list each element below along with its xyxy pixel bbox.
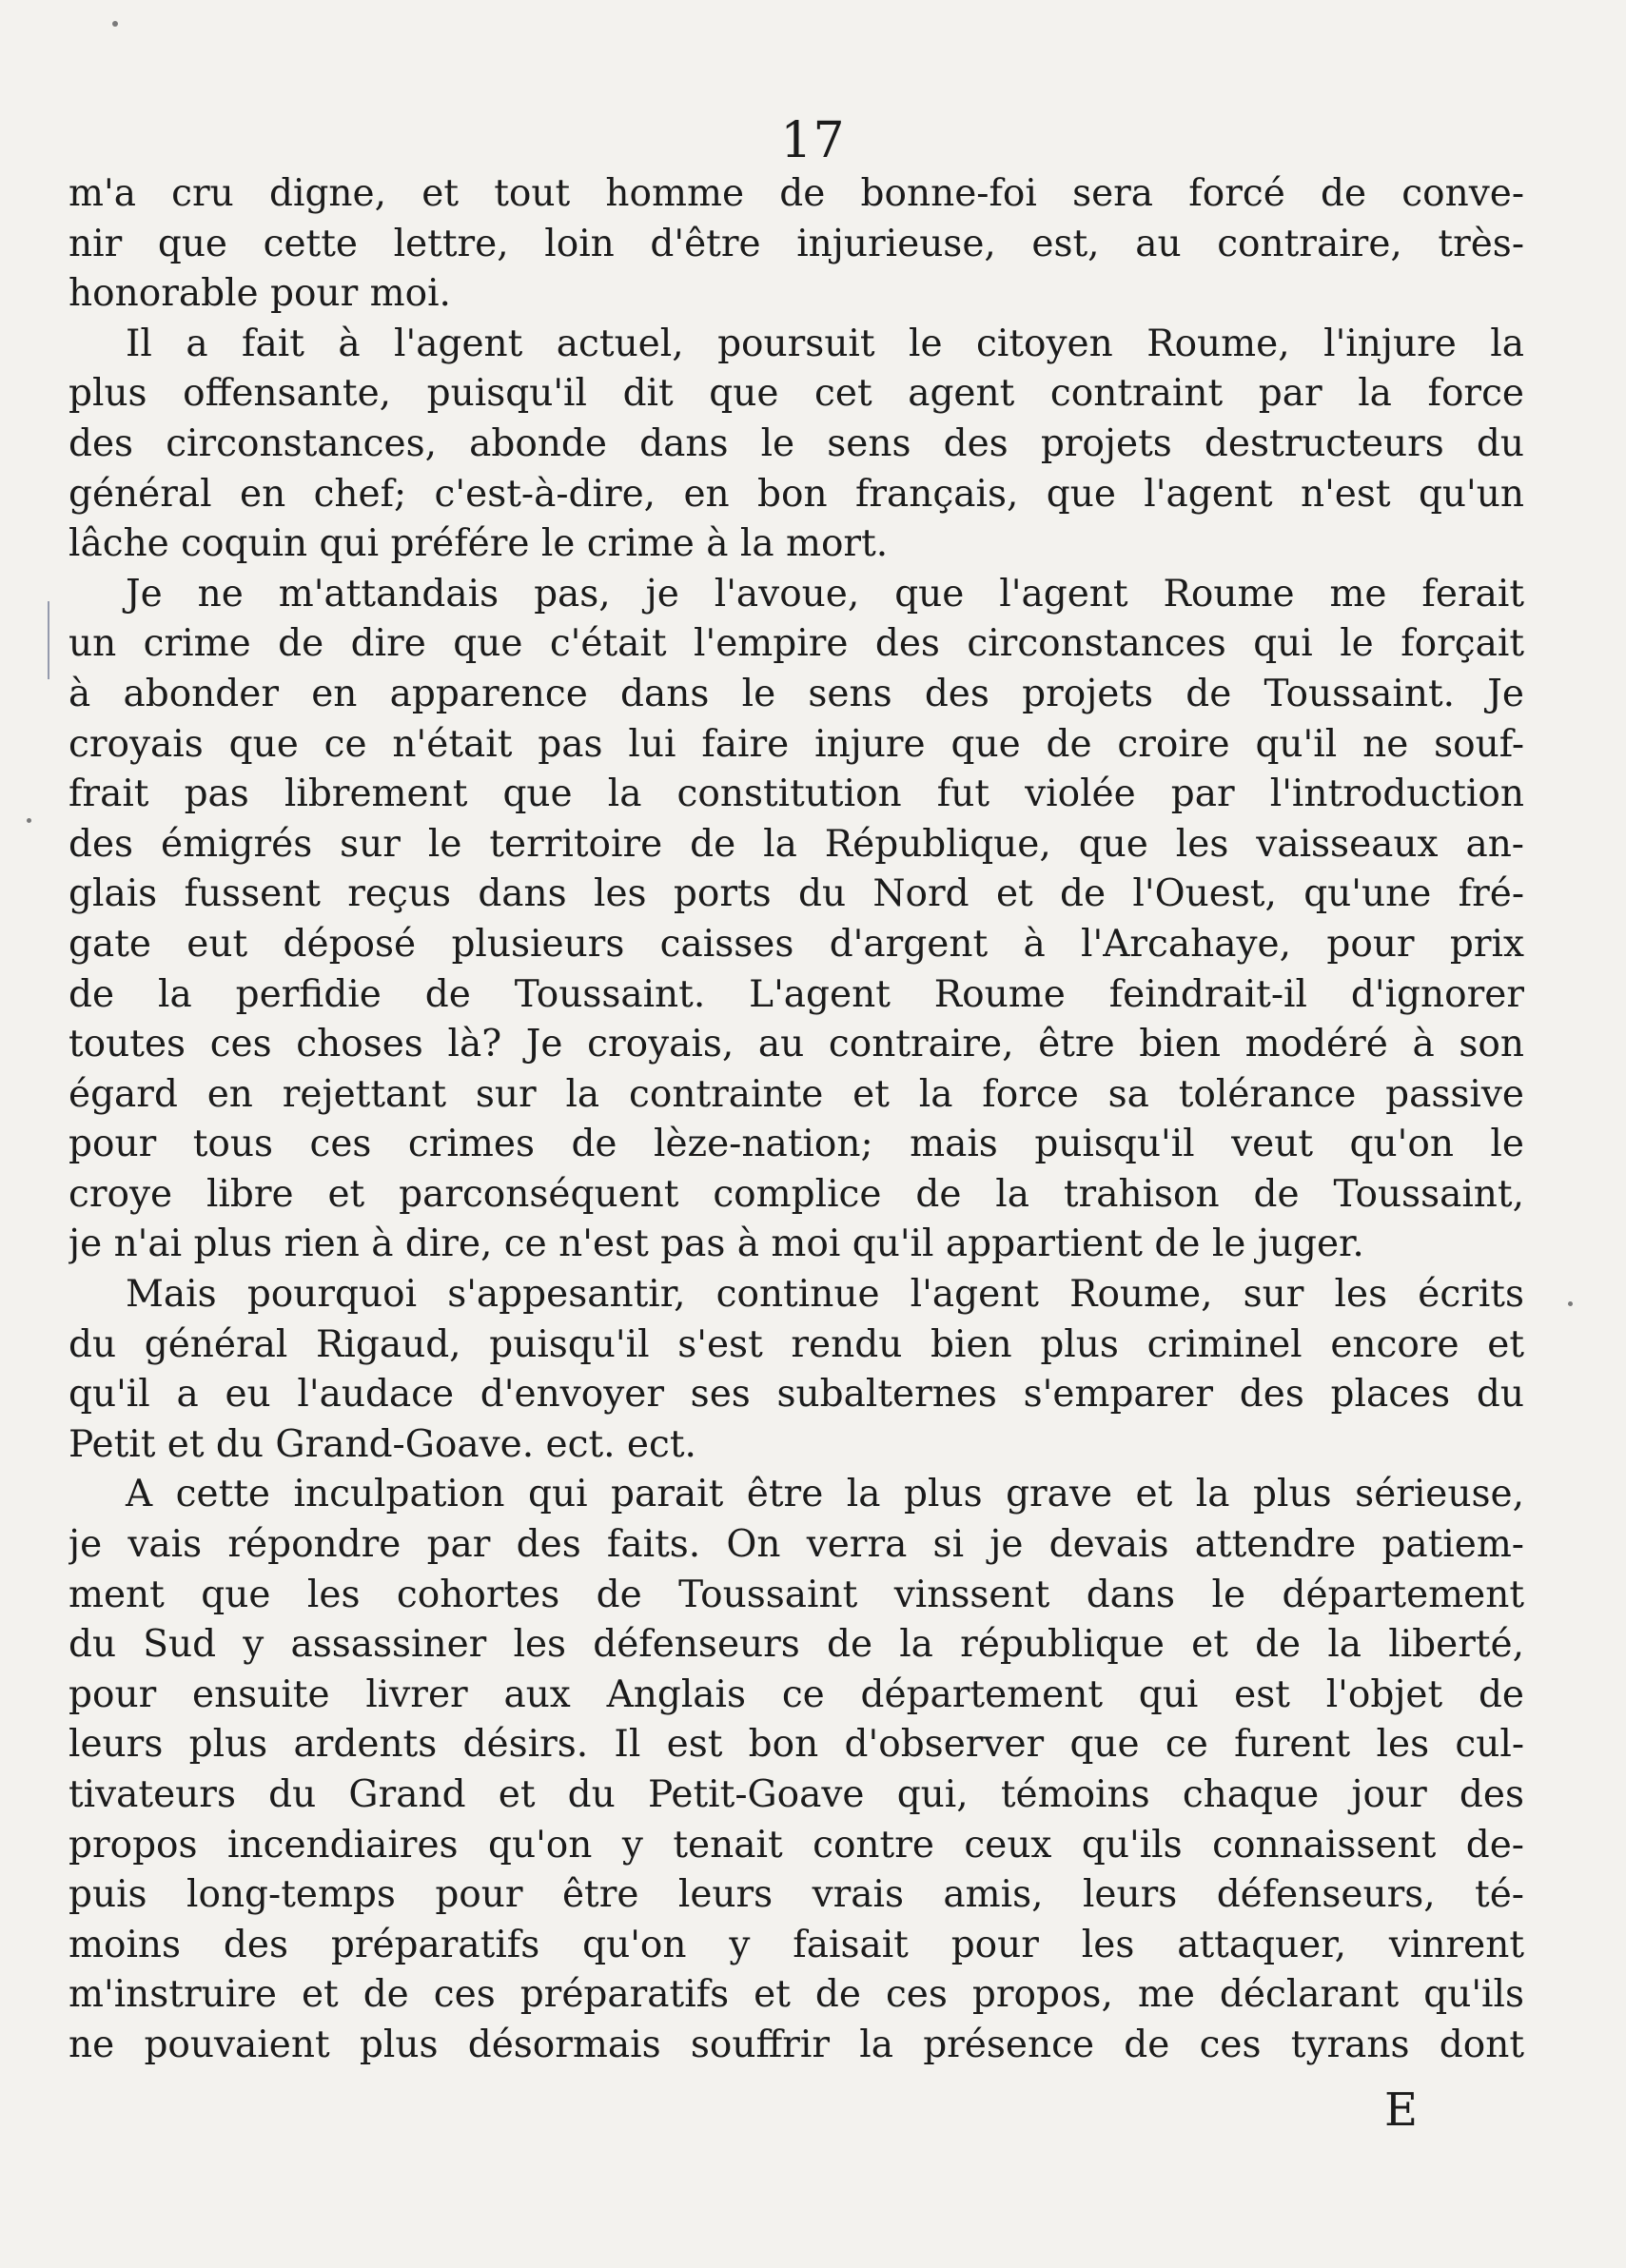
text-line: pour ensuite livrer aux Anglais ce département qui est l'objet de: [69, 1672, 1524, 1716]
text-line: m'instruire et de ces préparatifs et de ces propos, me déclarant qu'ils: [69, 1973, 1524, 2017]
page-number: 17: [780, 112, 846, 169]
text-line: croyais que ce n'était pas lui faire injure que de croire qu'il ne souf-: [69, 722, 1524, 766]
text-line: glais fussent reçus dans les ports du Nord et de l'Ouest, qu'une fré-: [69, 872, 1524, 916]
paragraph-first-line: Je ne m'attandais pas, je l'avoue, que l'agent Roume me ferait: [126, 572, 1524, 616]
text-line: je n'ai plus rien à dire, ce n'est pas à moi qu'il appartient de le juger.: [69, 1222, 1364, 1266]
text-line: honorable pour moi.: [69, 272, 451, 316]
text-line: général en chef; c'est-à-dire, en bon français, que l'agent n'est qu'un: [69, 472, 1524, 516]
text-line: croye libre et parconséquent complice de la trahison de Toussaint,: [69, 1172, 1524, 1216]
text-line: qu'il a eu l'audace d'envoyer ses subalternes s'emparer des places du: [69, 1373, 1524, 1417]
paper-speck: [112, 21, 118, 27]
paper-speck: [1568, 1301, 1573, 1306]
text-line: leurs plus ardents désirs. Il est bon d'observer que ce furent les cul-: [69, 1723, 1524, 1767]
text-line: moins des préparatifs qu'on y faisait pour les attaquer, vinrent: [69, 1923, 1524, 1966]
text-line: nir que cette lettre, loin d'être injurieuse, est, au contraire, très-: [69, 222, 1524, 265]
signature-mark: E: [1384, 2083, 1419, 2137]
margin-pencil-mark: [48, 601, 49, 679]
text-line: des émigrés sur le territoire de la République, que les vaisseaux an-: [69, 822, 1524, 866]
text-line: du général Rigaud, puisqu'il s'est rendu bien plus criminel encore et: [69, 1322, 1524, 1366]
text-line: propos incendiaires qu'on y tenait contre ceux qu'ils connaissent de-: [69, 1823, 1524, 1867]
text-line: à abonder en apparence dans le sens des projets de Toussaint. Je: [69, 672, 1524, 715]
text-line: je vais répondre par des faits. On verra si je devais attendre patiem-: [69, 1523, 1524, 1567]
text-line: gate eut déposé plusieurs caisses d'argent à l'Arcahaye, pour prix: [69, 922, 1524, 966]
text-line: plus offensante, puisqu'il dit que cet agent contraint par la force: [69, 372, 1524, 416]
text-line: ment que les cohortes de Toussaint vinssent dans le département: [69, 1573, 1524, 1616]
paragraph-first-line: Il a fait à l'agent actuel, poursuit le citoyen Roume, l'injure la: [126, 322, 1524, 365]
text-line: du Sud y assassiner les défenseurs de la république et de la liberté,: [69, 1623, 1524, 1667]
text-line: de la perfidie de Toussaint. L'agent Roume feindrait-il d'ignorer: [69, 972, 1524, 1016]
body-text: [69, 169, 1524, 2071]
text-line: égard en rejettant sur la contrainte et la force sa tolérance passive: [69, 1072, 1524, 1116]
text-line: puis long-temps pour être leurs vrais amis, leurs défenseurs, té-: [69, 1873, 1524, 1917]
text-line: toutes ces choses là? Je croyais, au contraire, être bien modéré à son: [69, 1023, 1524, 1066]
text-line: frait pas librement que la constitution fut violée par l'introduction: [69, 772, 1524, 816]
text-line: des circonstances, abonde dans le sens des projets destructeurs du: [69, 421, 1524, 465]
paragraph-first-line: Mais pourquoi s'appesantir, continue l'agent Roume, sur les écrits: [126, 1273, 1524, 1317]
paragraph-first-line: A cette inculpation qui parait être la plus grave et la plus sérieuse,: [126, 1473, 1524, 1516]
text-line: tivateurs du Grand et du Petit-Goave qui, témoins chaque jour des: [69, 1773, 1524, 1816]
text-line: Petit et du Grand-Goave. ect. ect.: [69, 1422, 696, 1466]
text-line: ne pouvaient plus désormais souffrir la présence de ces tyrans dont: [69, 2023, 1524, 2066]
text-line: pour tous ces crimes de lèze-nation; mais puisqu'il veut qu'on le: [69, 1123, 1524, 1166]
text-line: un crime de dire que c'était l'empire des circonstances qui le forçait: [69, 622, 1524, 666]
paper-speck: [27, 818, 31, 823]
text-line: lâche coquin qui préfére le crime à la mort.: [69, 522, 889, 566]
text-line: m'a cru digne, et tout homme de bonne-foi sera forcé de conve-: [69, 172, 1524, 215]
